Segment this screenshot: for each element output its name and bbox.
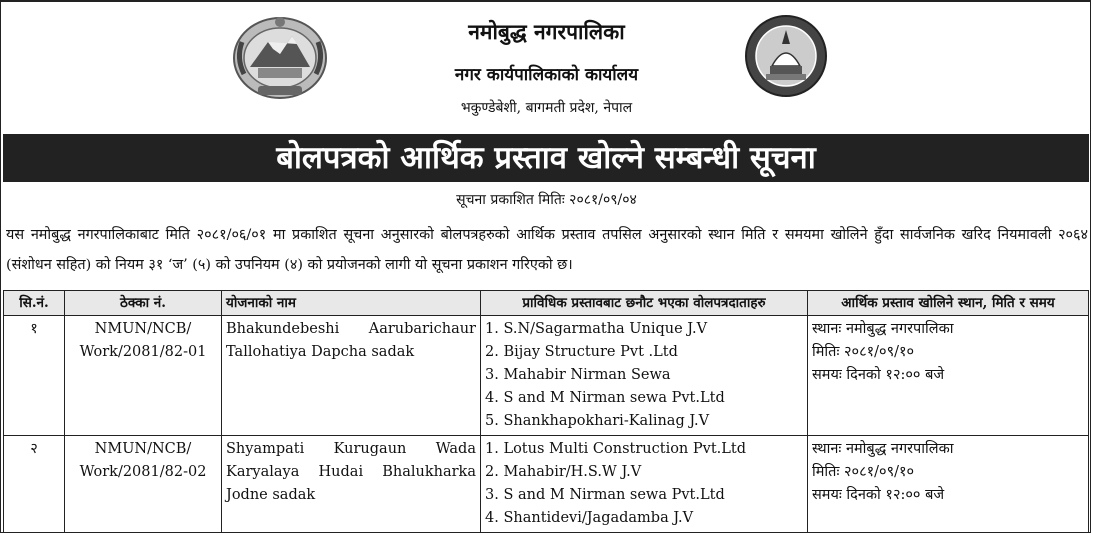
org-name: नमोबुद्ध नगरपालिका (468, 19, 625, 44)
col-opening: आर्थिक प्रस्ताव खोलिने स्थान, मिति र समय (808, 291, 1089, 316)
published-date: सूचना प्रकाशित मितिः २०८१/०९/०४ (456, 192, 637, 208)
col-contract: ठेक्का नं. (65, 291, 222, 316)
notice-title: बोलपत्रको आर्थिक प्रस्ताव खोल्ने सम्बन्धी सूचना (3, 134, 1089, 182)
table-row (4, 316, 1089, 436)
table-header-row (4, 291, 1089, 316)
row-bidders: 1. S.N/Sagarmatha Unique J.V 2. Bijay Structure Pvt .Ltd 3. Mahabir Nirman Sewa 4. S and M Nirman sewa Pvt.Ltd 5. Shankhapokhari-Kalinag J.V (481, 316, 808, 436)
row-sn: २ (4, 436, 65, 533)
row-contract: NMUN/NCB/ Work/2081/82-02 (65, 436, 222, 533)
row-opening: स्थानः नमोबुद्ध नगरपालिका मितिः २०८१/०९/१० समयः दिनको १२:०० बजे (808, 436, 1089, 533)
address: भकुण्डेबेशी, बागमती प्रदेश, नेपाल (460, 100, 633, 116)
notice-body: यस नमोबुद्ध नगरपालिकाबाट मिति २०८१/०६/०१ मा प्रकाशित सूचना अनुसारको बोलपत्रहरुको आर्थिक प्रस्ताव तपसिल अनुसारको स्थान मिति र समयमा खोलिने हुँदा सार्वजनिक खरिद नियमावली २०६४ (संशोधन सहित) को नियम ३१ ‘ज’ (५) को उपनियम (४) को प्रयोजनको लागी यो सूचना प्रकाशन गरिएको छ। (6, 227, 1088, 273)
office-name: नगर कार्यपालिकाको कार्यालय (454, 65, 639, 85)
row-project: Bhakundebeshi Aarubarichaur Tallohatiya Dapcha sadak (222, 316, 481, 436)
row-opening: स्थानः नमोबुद्ध नगरपालिका मितिः २०८१/०९/१० समयः दिनको १२:०० बजे (808, 316, 1089, 436)
row-bidders: 1. Lotus Multi Construction Pvt.Ltd 2. Mahabir/H.S.W J.V 3. S and M Nirman sewa Pvt.Ltd 4. Shantidevi/Jagadamba J.V (481, 436, 808, 533)
col-sn: सि.नं. (4, 291, 65, 316)
table-row (4, 436, 1089, 533)
bid-table (3, 290, 1089, 533)
col-project: योजनाको नाम (222, 291, 481, 316)
row-project: Shyampati Kurugaun Wada Karyalaya Hudai Bhalukharka Jodne sadak (222, 436, 481, 533)
row-contract: NMUN/NCB/ Work/2081/82-01 (65, 316, 222, 436)
row-sn: १ (4, 316, 65, 436)
col-bidders: प्राविधिक प्रस्तावबाट छनौट भएका वोलपत्रदाताहरु (481, 291, 808, 316)
